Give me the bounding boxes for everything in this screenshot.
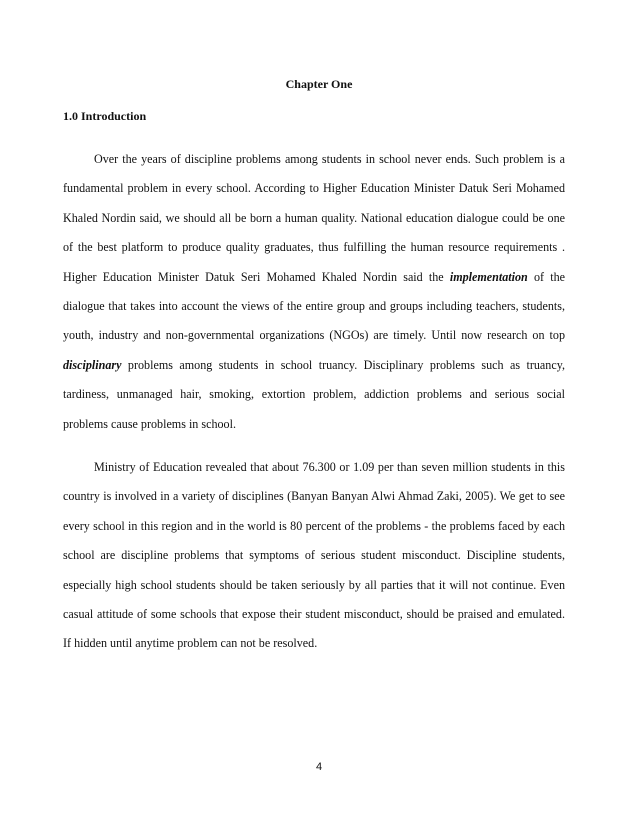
emphasis-disciplinary: disciplinary xyxy=(63,357,122,372)
paragraph-1-text-c: problems among students in school truancy. Disciplinary problems such as truancy, tardiness, unmanaged hair, smoking, extortion problem, addiction problems and serious social problems cause problems in school. xyxy=(63,357,565,431)
paragraph-1-text-a: Over the years of discipline problems among students in school never ends. Such problem is a fundamental problem in every school. According to Higher Education Minister Datuk Seri Mohamed Khaled Nordin said, we should all be born a human quality. National education dialogue could be one of the best platform to produce quality graduates, thus fulfilling the human resource requirements . Higher Education Minister Datuk Seri Mohamed Khaled Nordin said the xyxy=(63,152,565,284)
paragraph-introduction-2: Ministry of Education revealed that about 76.300 or 1.09 per than seven million students in this country is involved in a variety of disciplines (Banyan Banyan Alwi Ahmad Zaki, 2005). We get to see every school in this region and in the world is 80 percent of the problems - the problems faced by each school are discipline problems that symptoms of serious student misconduct. Discipline students, especially high school students should be taken seriously by all parties that it will not continue. Even casual attitude of some schools that expose their student misconduct, should be praised and emulated. If hidden until anytime problem can not be resolved. xyxy=(63,460,565,651)
page-number: 4 xyxy=(315,761,323,773)
emphasis-implementation: implementation xyxy=(449,269,528,284)
chapter-title: Chapter One xyxy=(285,77,353,91)
paragraph-1-text-b: of the dialogue that takes into account the views of the entire group and groups including teachers, students, youth, industry and non-governmental organizations (NGOs) are timely. Until now research on top xyxy=(63,269,565,343)
paragraph-introduction-1 xyxy=(63,145,565,439)
section-heading: 1.0 Introduction xyxy=(63,109,147,123)
